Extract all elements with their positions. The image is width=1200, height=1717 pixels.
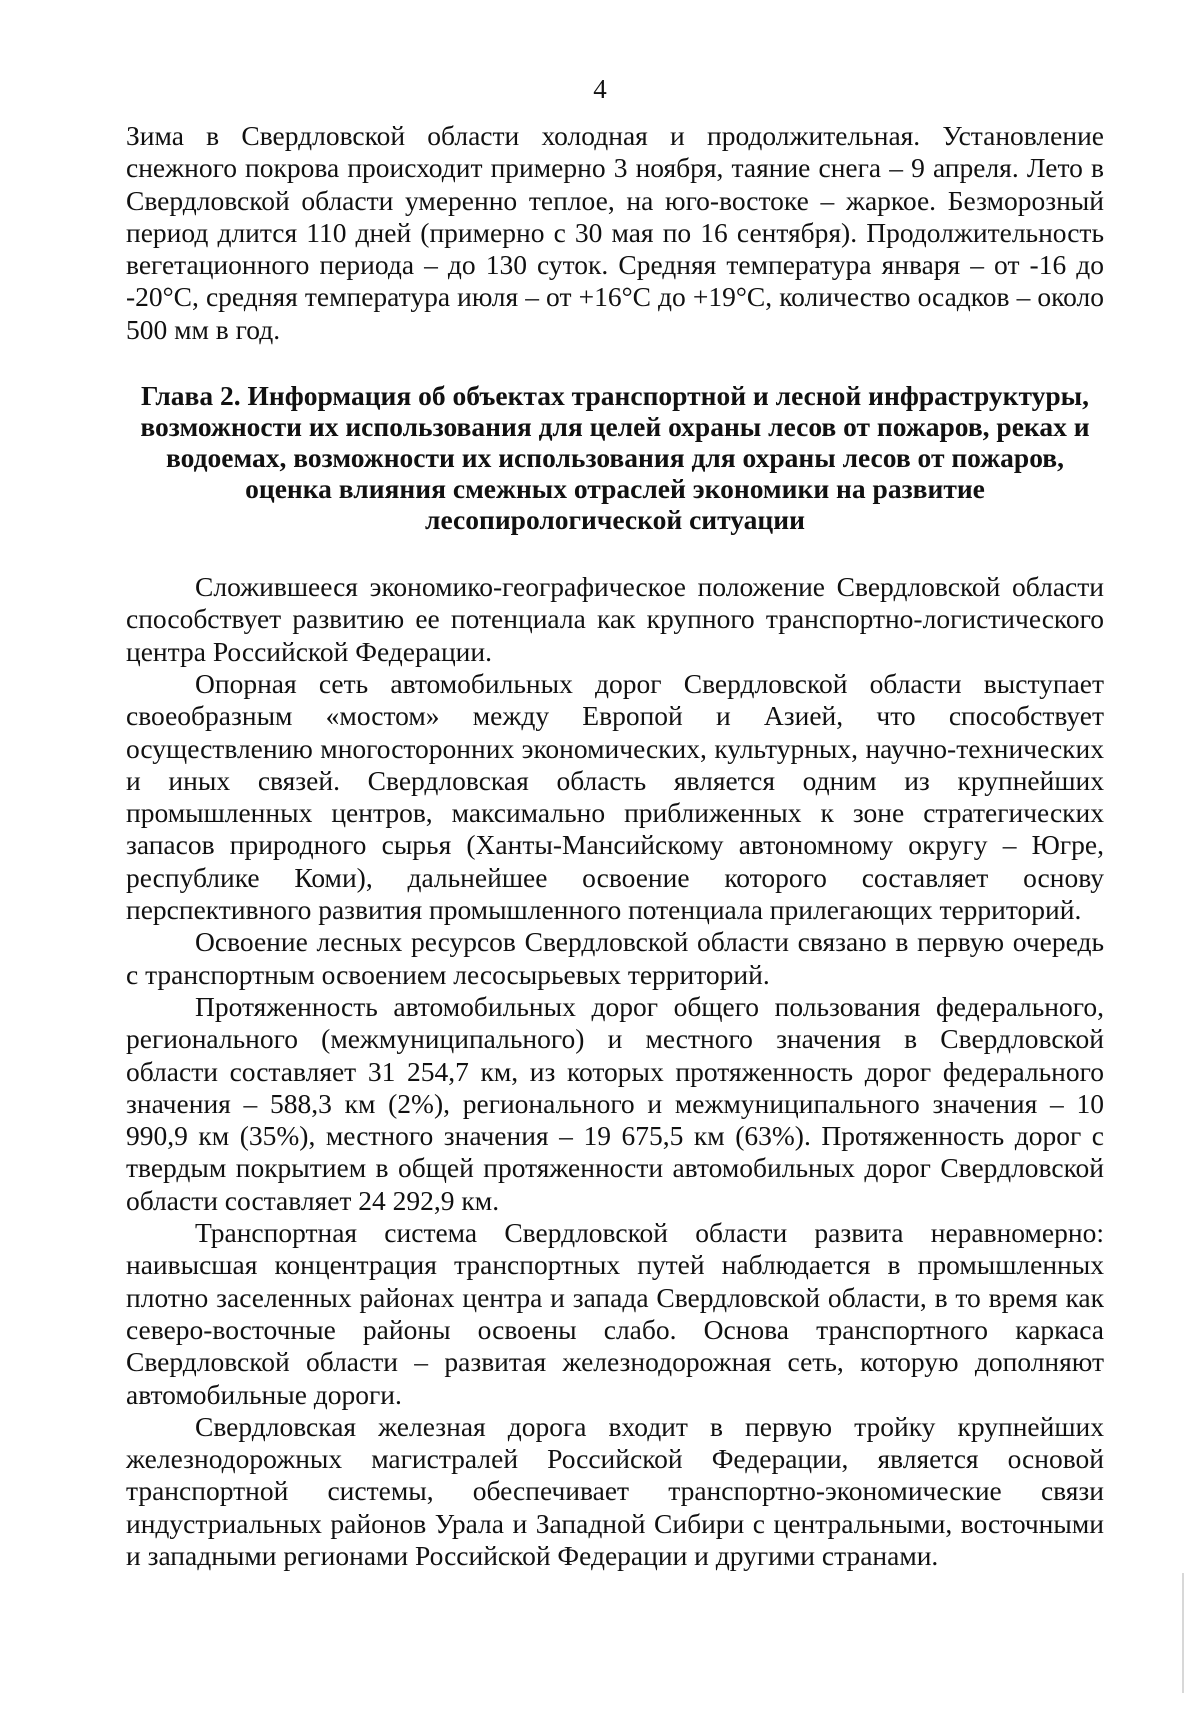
paragraph-railway: Свердловская железная дорога входит в первую тройку крупнейших железнодорожных магистралей Российской Федерации, является основой транспортной системы, обеспечивает транспортно-экономические связи индустриальных районов Урала и Западной Сибири с центральными, восточными и западными регионами Российской Федерации и другими странами. bbox=[126, 1410, 1104, 1571]
paragraph-road-length: Протяженность автомобильных дорог общего пользования федерального, регионального (межмуниципального) и местного значения в Свердловской области составляет 31 254,7 км, из которых протяженность дорог федерального значения – 588,3 км (2%), регионального и межмуниципального значения – 10 990,9 км (35%), местного значения – 19 675,5 км (63%). Протяженность дорог с твердым покрытием в общей протяженности автомобильных дорог Свердловской области составляет 24 292,9 км. bbox=[126, 990, 1104, 1216]
chapter-heading: Глава 2. Информация об объектах транспортной и лесной инфраструктуры, возможности их использования для целей охраны лесов от пожаров, реках и водоемах, возможности их использования для охраны лесов от пожаров, оценка влияния смежных отраслей экономики на развитие лесопирологической ситуации bbox=[140, 380, 1090, 536]
paragraph-transport-system: Транспортная система Свердловской области развита неравномерно: наивысшая концентрация транспортных путей наблюдается в промышленных плотно заселенных районах центра и запада Свердловской области, в то время как северо-восточные районы освоены слабо. Основа транспортного каркаса Свердловской области – развитая железнодорожная сеть, которую дополняют автомобильные дороги. bbox=[126, 1217, 1104, 1410]
paragraph-geography: Сложившееся экономико-географическое положение Свердловской области способствует развитию ее потенциала как крупного транспортно-логистического центра Российской Федерации. bbox=[126, 571, 1104, 667]
paragraph-climate: Зима в Свердловской области холодная и продолжительная. Установление снежного покрова происходит примерно 3 ноября, таяние снега – 9 апреля. Лето в Свердловской области умеренно теплое, на юго-востоке – жаркое. Безморозный период длится 110 дней (примерно с 30 мая по 16 сентября). Продолжительность вегетационного периода – до 130 суток. Средняя температура января – от -16 до -20°С, средняя температура июля – от +16°С до +19°С, количество осадков – около 500 мм в год. bbox=[126, 120, 1104, 345]
page-number: 4 bbox=[593, 74, 607, 104]
paragraph-road-network: Опорная сеть автомобильных дорог Свердловской области выступает своеобразным «мостом» между Европой и Азией, что способствует осуществлению многосторонних экономических, культурных, научно-технических и иных связей. Свердловская область является одним из крупнейших промышленных центров, максимально приближенных к зоне стратегических запасов природного сырья (Ханты-Мансийскому автономному округу – Югре, республике Коми), дальнейшее освоение которого составляет основу перспективного развития промышленного потенциала прилегающих территорий. bbox=[126, 667, 1104, 926]
scan-edge-mark bbox=[1182, 1573, 1184, 1693]
paragraph-forest-resources: Освоение лесных ресурсов Свердловской области связано в первую очередь с транспортным освоением лесосырьевых территорий. bbox=[126, 926, 1104, 990]
page-content bbox=[126, 120, 1104, 1572]
